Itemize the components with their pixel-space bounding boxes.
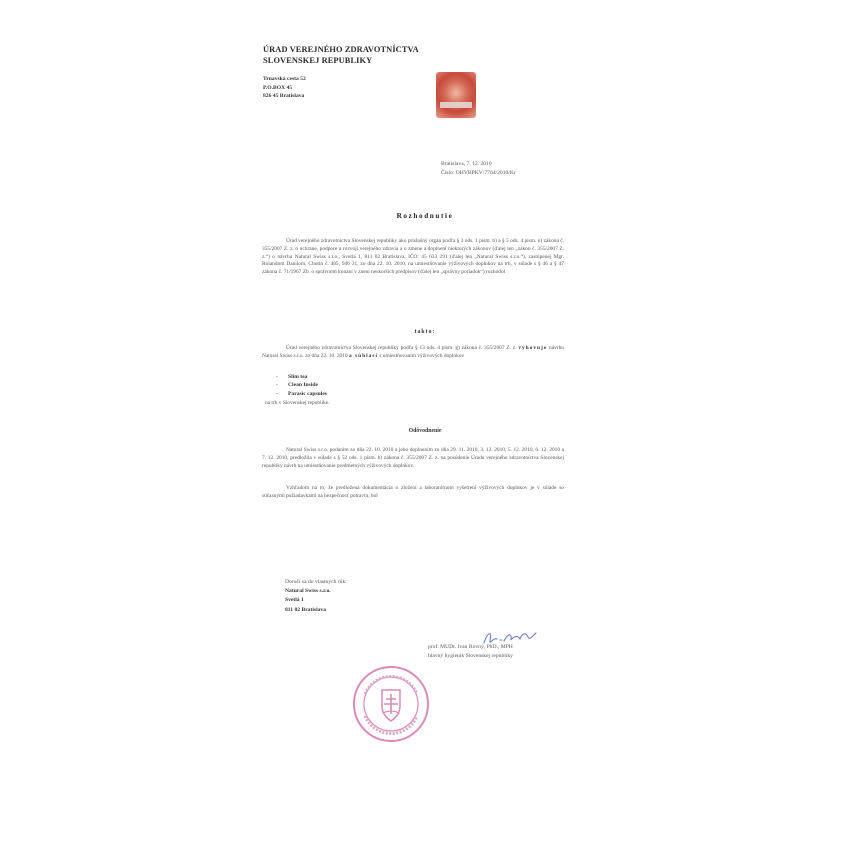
decision-paragraph [262,238,564,277]
ruling-verb-agrees: a súhlasí [349,352,378,359]
ruling-paragraph [262,345,564,361]
signatory-block [428,643,513,660]
address-line-3: 826 45 Bratislava [263,93,305,100]
address-line-2: P.O.BOX 45 [263,84,293,91]
justification-paragraph-1 [262,447,564,470]
official-seal [351,664,431,744]
organization-name [263,44,419,66]
organization-address [263,75,306,101]
justification-text-2: Vzhľadom na to, že predložená dokumentácia o zložení a laboratórnom vyšetrení výživových doplnkov je v súlade so súčasnými požiadavkami na bezpečnosť potravín, bol [262,485,564,499]
products-tail: na trh v Slovenskej republike. [265,400,330,406]
document-reference: Číslo: OHVBPKV/7764/2010/Kr [441,169,516,176]
org-line-1: ÚRAD VEREJNÉHO ZDRAVOTNÍCTVA [263,45,419,54]
recipient-city: 811 02 Bratislava [285,606,327,613]
product-name: Clean Inside [288,382,318,389]
ruling-text-c: návrhu Natural Swiss s.r.o. zo dňa 22. 10. 2010 [262,345,564,359]
takto-heading: takto: [414,329,436,335]
ruling-text-e: s umiestňovaním výživových doplnkov [379,352,465,359]
product-name: Parasic capsules [288,390,327,397]
delivery-label: Doručí sa do vlastných rúk: [285,579,347,585]
list-item: - Parasic capsules [276,390,327,397]
justification-heading: Odôvodnenie [408,428,442,434]
delivery-block [285,578,347,615]
decision-text: Úrad verejného zdravotníctva Slovenskej republiky ako príslušný orgán podľa § 3 ods. 1 písm. b) a § 5 ods. 4 písm. n) zákona č. 355/2007 Z. z. o ochrane, podpore a rozvoji verejného zdravia a o zmene a doplnení niektorých zákonov (ďalej len „zákon č. 355/2007 Z. z.“) o návrhu Natural Swiss s.r.o., Svetlá 1, 811 02 Bratislava, IČO: 45 633 291 (ďalej len „Natural Swiss s.r.o.“), zastúpenej Mgr. Rolandom Danilom, Chotín č. 485, 946 31, zo dňa 22. 10. 2010, na umiestňovanie výživových doplnkov na trh, v súlade s § 46 a § 47 zákona č. 71/1967 Zb. o správnom konaní v znení neskorších predpisov (ďalej len „správny poriadok“) rozhodol [262,238,564,276]
org-line-2: SLOVENSKEJ REPUBLIKY [263,56,373,65]
address-line-1: Trnavská cesta 52 [263,76,306,82]
document-date: Bratislava, 7. 12. 2010 [441,161,492,167]
ruling-text-a: Úrad verejného zdravotníctva Slovenskej republiky podľa § 13 ods. 4 písm. g) zákona č. 355/2007 Z. z. [286,345,517,351]
signatory-role: hlavný hygienik Slovenskej republiky [428,652,513,659]
recipient-name: Natural Swiss s.r.o. [285,588,331,595]
document-title: Rozhodnutie [396,212,454,220]
date-reference-block [441,160,516,177]
product-name: Slim tea [288,374,308,380]
recipient-street: Svetlá 1 [285,597,304,604]
list-item: - Clean Inside [276,382,318,389]
ruling-verb-complies: vyhovuje [518,345,548,351]
postage-stamp [436,72,476,118]
signatory-name: prof. MUDr. Ivan Rovný, PhD., MPH [428,644,513,650]
products-list [276,373,327,398]
list-item: - Slim tea [276,374,308,380]
justification-text-1: Natural Swiss s.r.o. podaním zo dňa 22. 10. 2010 a jeho doplnením zo dňa 29. 11. 2010, 3. 12. 2010, 5. 12. 2010, 6. 12. 2010 a 7. 12. 2010, predložila v súlade s § 52 ods. 1 písm. b) zákona č. 355/2007 Z. z. na posúdenie Úradu verejného zdravotníctva Slovenskej republiky návrh na umiestňovanie predmetných výživových doplnkov. [262,447,564,469]
justification-paragraph-2 [262,485,564,501]
